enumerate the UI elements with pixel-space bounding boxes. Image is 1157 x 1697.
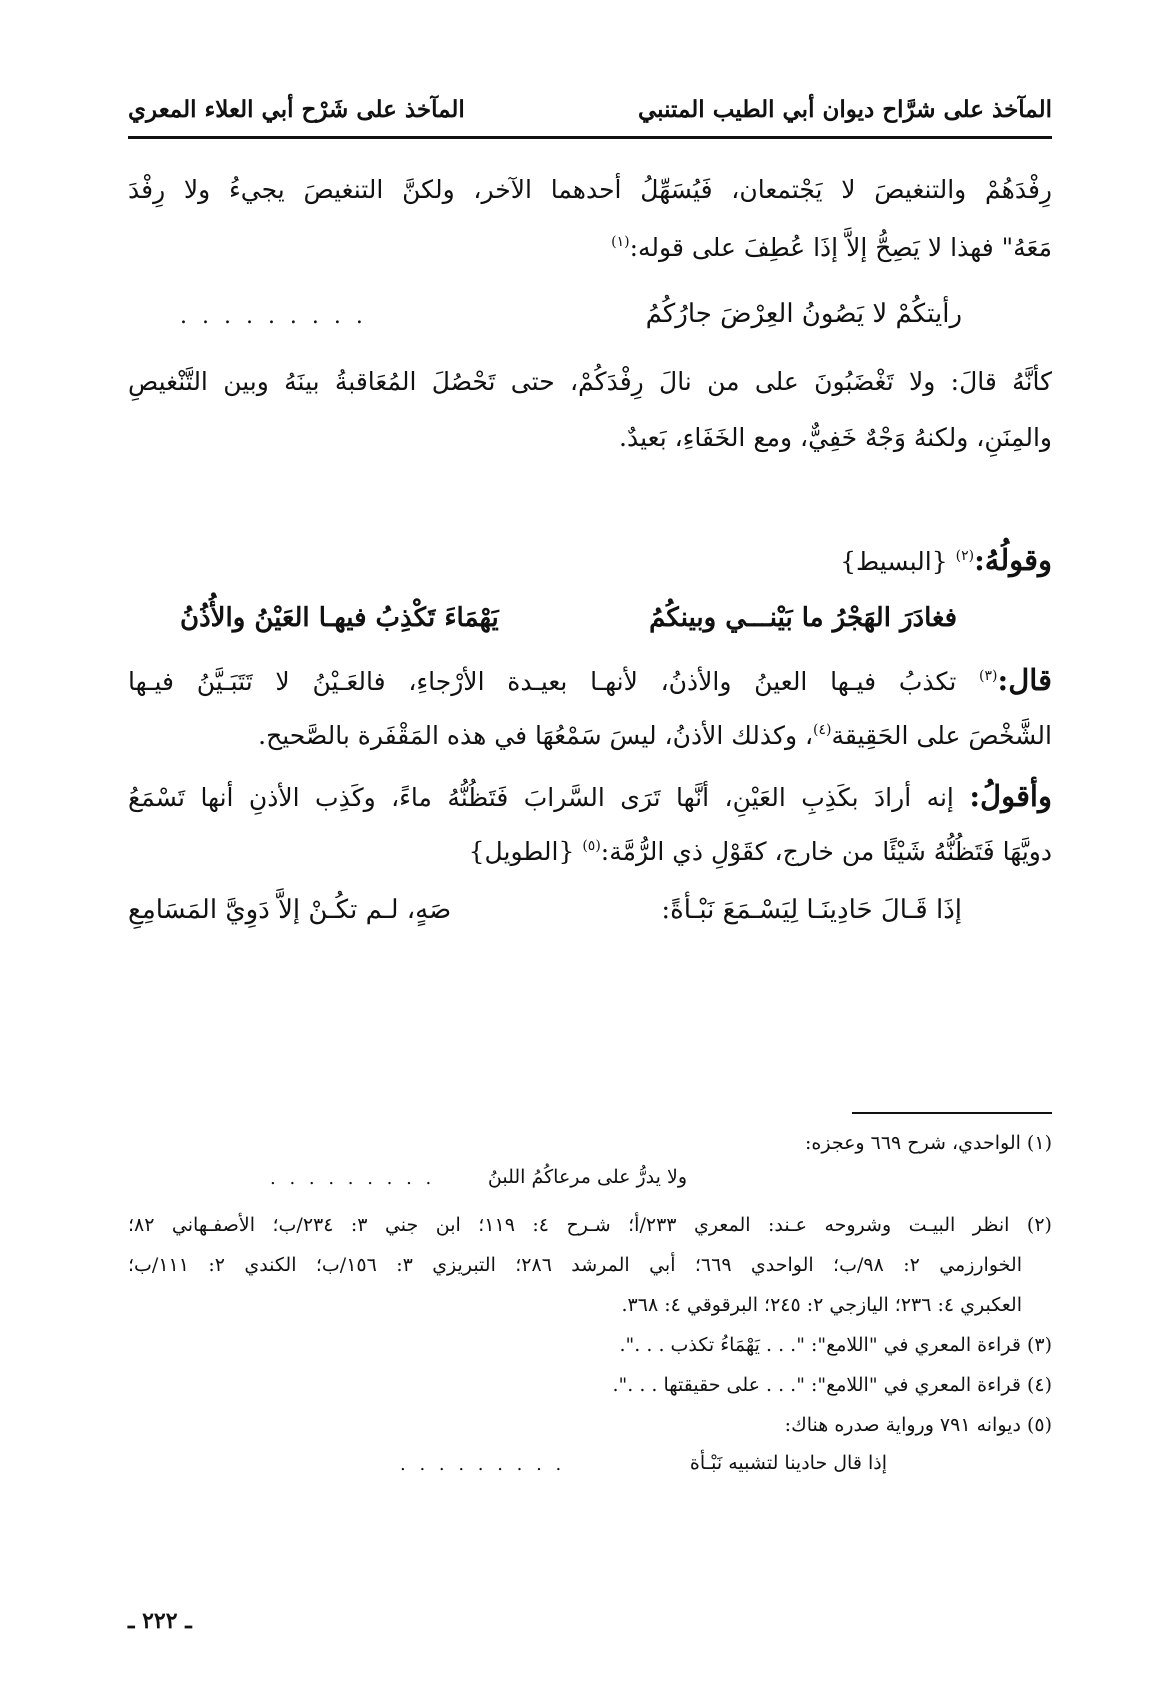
- footnote-4: (٤) قراءة المعري في "اللامع": ". . . على حقيقتها . . .".: [612, 1374, 1052, 1396]
- meter-label: {الطويل}: [468, 837, 575, 866]
- running-header: [128, 96, 1052, 136]
- body-line: [128, 832, 1052, 876]
- header-left-title: المآخذ على شَرْح أبي العلاء المعري: [128, 96, 465, 123]
- body-text: إنه أرادَ بكَذِبِ العَيْنِ، أنَّها تَرَى السَّرابَ فَتَظُنُّهُ ماءً، وكَذِب الأذنِ أنها تَسْمَعُ: [128, 783, 970, 812]
- body-line: كأنَّهُ قالَ: ولا تَغْضَبُونَ على من نالَ رِفْدَكُمْ، حتى تَحْصُلَ المُعَاقبةُ بينَهُ وبين التَّنْغيصِ: [128, 367, 1052, 396]
- body-line: والمِنَنِ، ولكنهُ وَجْهٌ خَفِيٌّ، ومع الخَفَاءِ، بَعيدٌ.: [619, 423, 1052, 452]
- page-number: ـ ٢٢٢ ـ: [128, 1608, 192, 1634]
- header-rule: [128, 136, 1052, 139]
- body-line: [128, 776, 1052, 818]
- ellipsis-dots: . . . . . . . . .: [270, 1168, 436, 1189]
- body-text: الشَّخْصَ على الحَقِيقة: [831, 721, 1052, 750]
- footnote-verse: ولا يدرُّ على مرعاكُمُ اللبنُ: [487, 1166, 687, 1188]
- ellipsis-dots: . . . . . . . . .: [180, 304, 367, 329]
- footnote-ref: (٥): [582, 838, 601, 854]
- footnote-3: (٣) قراءة المعري في "اللامع": ". . . يَهْمَاءُ تكذب . . .".: [619, 1334, 1052, 1356]
- footnote-ref: (٤): [813, 722, 832, 738]
- footnote-ref: (١): [611, 234, 630, 250]
- section-heading: [128, 540, 1052, 586]
- qal-label: قال:: [997, 663, 1052, 697]
- footnote-2-cont: الخوارزمي ٢: ٩٨/ب؛ الواحدي ٦٦٩؛ أبي المرشد ٢٨٦؛ التبريزي ٣: ١٥٦/ب؛ الكندي ٢: ١١١/ب؛: [128, 1254, 1022, 1276]
- verse-hemistich: إذَا قَـالَ حَادِينَـا لِيَسْـمَعَ نَبْـأةً:: [661, 895, 962, 925]
- verse-hemistich: يَهْمَاءَ تَكْذِبُ فيهـا العَيْنُ والأُذُنُ: [180, 603, 499, 633]
- body-line: [128, 228, 1052, 272]
- meter-label: {البسيط}: [840, 547, 948, 576]
- body-text: دويَّهَا فَتَظُنُّهُ شَيْئًا من خارج، كقَوْلِ ذي الرُّمَّة:: [600, 837, 1052, 866]
- verse-hemistich: رأيتكُمْ لا يَصُونُ العِرْضَ جارُكُمُ: [645, 299, 962, 329]
- footnote-2-cont: العكبري ٤: ٢٣٦؛ اليازجي ٢: ٢٤٥؛ البرقوقي ٤: ٣٦٨.: [621, 1294, 1022, 1316]
- footnote-verse: إذا قال حادينا لتشبيه نَبْـأة: [689, 1452, 887, 1474]
- body-text: تكذبُ فيـها العينُ والأذنُ، لأنهـا بعيـدة الأرْجاءِ، فالعَـيْنُ لا تَتَبَـيَّنُ فيـها: [128, 667, 980, 696]
- aqul-label: وأقولُ:: [969, 779, 1052, 813]
- body-text: ، وكذلك الأذنُ، ليسَ سَمْعُهَا في هذه المَقْفَرة بالصَّحيح.: [258, 721, 814, 750]
- verse-hemistich: فغادَرَ الهَجْرُ ما بَيْنـــي وبينكُمُ: [649, 603, 957, 633]
- ellipsis-dots: . . . . . . . . .: [400, 1454, 566, 1475]
- body-text: مَعَهُ" فهذا لا يَصِحُّ إلاَّ إذَا عُطِفَ على قوله:: [629, 233, 1052, 262]
- footnote-5: (٥) ديوانه ٧٩١ ورواية صدره هناك:: [784, 1414, 1052, 1436]
- verse-hemistich: صَهٍ، لـم تكُـنْ إلاَّ دَوِيَّ المَسَامِعِ: [128, 895, 452, 925]
- body-line: [128, 660, 1052, 706]
- body-line: [128, 716, 1052, 760]
- footnote-rule: [852, 1112, 1052, 1114]
- footnote-1: (١) الواحدي، شرح ٦٦٩ وعجزه:: [804, 1132, 1052, 1154]
- footnote-ref: (٣): [979, 668, 998, 684]
- body-line: رِفْدَهُمْ والتنغيصَ لا يَجْتمعان، فَيُسَهِّلُ أحدهما الآخر، ولكنَّ التنغيصَ يجيءُ ولا رِفْدَ: [128, 175, 1052, 204]
- footnote-2: (٢) انظر البيـت وشروحه عـند: المعري ٢٣٣/أ؛ شـرح ٤: ١١٩؛ ابن جني ٣: ٢٣٤/ب؛ الأصفـهاني ٨٢؛: [128, 1214, 1052, 1236]
- heading-label: وقولُهُ:: [974, 543, 1052, 577]
- footnote-ref: (٢): [955, 548, 975, 564]
- header-right-title: المآخذ على شرَّاح ديوان أبي الطيب المتنبي: [638, 96, 1052, 123]
